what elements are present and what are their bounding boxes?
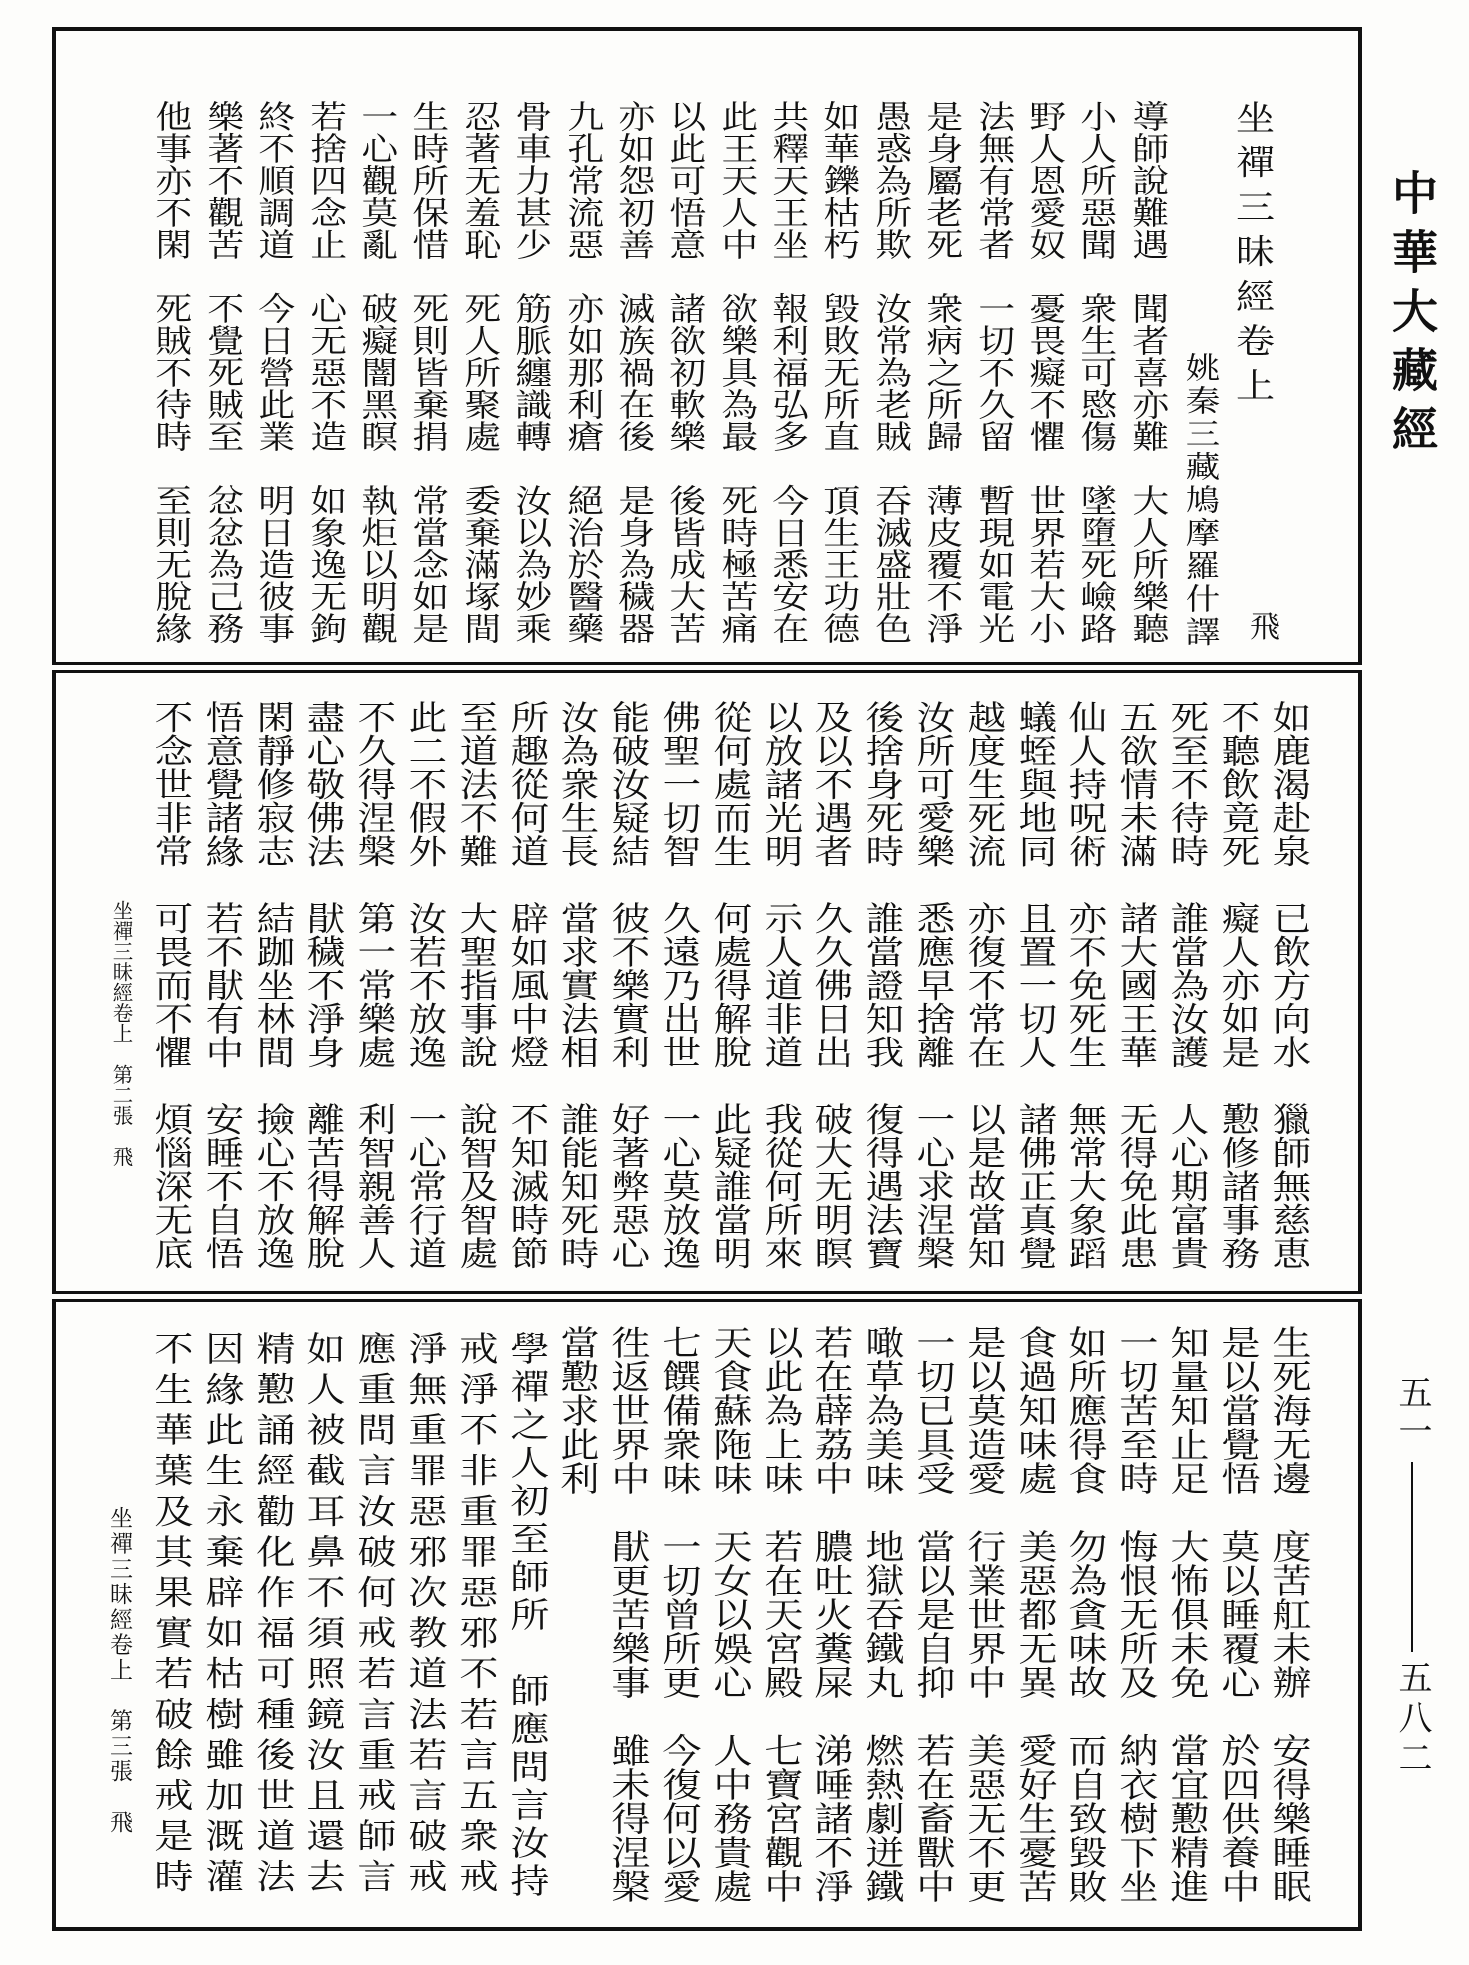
panel-footer: 坐禪三昧經卷上 第二張 飛 xyxy=(109,900,133,1167)
verse-column: 一心觀莫亂 破癡闇黑瞑 執炬以明觀 xyxy=(355,100,400,644)
verse-column: 及以不遇者 久久佛日出 破大无明瞑 xyxy=(808,700,854,1270)
verse-column: 如所應得食 勿為貪味故 而自致毀敗 xyxy=(1061,1325,1108,1903)
collection-title: 中華大藏經 xyxy=(1385,169,1439,464)
verse-column: 如鹿渴赴泉 已飲方向水 獵師無慈恵 xyxy=(1265,700,1311,1270)
verse-column: 法無有常者 一切不久留 暫現如電光 xyxy=(972,100,1017,644)
verse-column: 若在薜荔中 膿吐火糞屎 涕唾諸不淨 xyxy=(807,1325,854,1903)
verse-column: 野人恩愛奴 憂畏癡不懼 世界若大小 xyxy=(1023,100,1068,644)
panel-bottom xyxy=(144,1325,1312,1903)
verse-column: 不久得涅槃 第一常樂處 利智親善人 xyxy=(351,700,397,1270)
verse-column: 骨車力甚少 筋脈纏識轉 汝以為妙乘 xyxy=(509,100,554,644)
verse-column: 是以莫造愛 行業世界中 美惡无不更 xyxy=(959,1325,1006,1903)
verse-column: 噉草為美味 地獄吞鐵丸 燃熱劇迸鐵 xyxy=(858,1325,905,1903)
page-number-page: 五八二 xyxy=(1392,1660,1432,1780)
verse-column: 生時所保惜 死則皆棄捐 常當念如是 xyxy=(407,100,451,644)
prose-column: 學禪之人初至師所 師應問言汝持 xyxy=(502,1331,549,1901)
verse-column: 導師說難遇 聞者喜亦難 大人所樂聽 xyxy=(1126,100,1171,644)
verse-column: 所趣從何道 辟如風中燈 不知滅時節 xyxy=(503,700,549,1270)
verse-column: 能破汝疑結 彼不樂實利 好著弊惡心 xyxy=(605,700,651,1270)
verse-column: 越度生死流 亦復不常在 以是故當知 xyxy=(960,700,1006,1270)
verse-column: 樂著不觀苦 不覺死賊至 忿忿為己務 xyxy=(201,100,246,644)
verse-column: 五欲情未滿 諸大國王華 无得免此患 xyxy=(1113,700,1159,1270)
verse-column: 生死海无邊 度苦舡未辦 安得樂睡眠 xyxy=(1264,1325,1311,1903)
prose-column: 因緣此生永棄辟如枯樹雖加溉灌 xyxy=(197,1331,244,1900)
verse-column: 若捨四念止 心无惡不造 如象逸无鉤 xyxy=(304,100,348,644)
verse-column: 亦如怨初善 滅族禍在後 是身為穢器 xyxy=(612,100,657,644)
verse-column: 是以當覺悟 莫以睡覆心 於四供養中 xyxy=(1213,1325,1260,1903)
verse-column: 是身屬老死 衆病之所歸 薄皮覆不淨 xyxy=(920,100,965,644)
verse-column: 至道法不難 大聖指事說 說智及智處 xyxy=(452,700,498,1270)
verse-column: 盡心敬佛法 猒穢不淨身 離苦得解脫 xyxy=(300,700,346,1270)
verse-column: 不聽飲竟死 癡人亦如是 懃修諸事務 xyxy=(1214,700,1260,1270)
verse-column: 悟意覺諸緣 若不猒有中 安睡不自悟 xyxy=(198,700,244,1270)
verse-column: 死至不待時 誰當為汝護 人心期富貴 xyxy=(1164,700,1209,1270)
verse-column: 徃返世界中 猒更苦樂事 雖未得涅槃 xyxy=(604,1325,651,1903)
verse-column: 此二不假外 汝若不放逸 一心常行道 xyxy=(402,700,447,1270)
verse-column: 汝為衆生長 當求實法相 誰能知死時 xyxy=(554,700,600,1270)
verse-column: 不念世非常 可畏而不懼 煩惱深无底 xyxy=(148,700,193,1270)
verse-column: 以此可悟意 諸欲初軟樂 後皆成大苦 xyxy=(663,100,708,644)
verse-column: 天食蘇陁味 天女以娛心 人中務貴處 xyxy=(705,1325,752,1903)
verse-column: 此王天人中 欲樂具為最 死時極苦痛 xyxy=(715,100,760,644)
verse-column: 如華鑠枯朽 毀敗无所直 頂生王功德 xyxy=(818,100,862,644)
prose-column: 精懃誦經勸化作福可種後世道法 xyxy=(248,1331,295,1900)
page-number-volume: 五一 xyxy=(1392,1375,1432,1451)
verse-column: 知量知止足 大怖俱未免 當宜懃精進 xyxy=(1162,1325,1209,1903)
verse-column: 蟻蛭與地同 且置一切人 諸佛正真覺 xyxy=(1011,700,1057,1270)
verse-column: 仙人持呪術 亦不免死生 無常大象蹈 xyxy=(1062,700,1108,1270)
verse-column: 忍著无羞恥 死人所聚處 委棄滿塚間 xyxy=(458,100,503,644)
verse-column: 後捨身死時 誰當證知我 復得遇法寶 xyxy=(859,700,905,1270)
page-number-separator xyxy=(1411,1462,1413,1652)
verse-column: 以此為上味 若在天宮殿 七寶宮觀中 xyxy=(756,1325,803,1903)
verse-column: 從何處而生 何處得解脫 此疑誰當明 xyxy=(706,700,752,1270)
verse-column: 七饌備衆味 一切曾所更 今復何以愛 xyxy=(654,1325,701,1903)
panel-footer: 坐禪三昧經卷上 第三張 飛 xyxy=(106,1506,132,1835)
verse-column: 汝所可愛樂 悉應早捨離 一心求涅槃 xyxy=(910,700,955,1270)
panel-middle xyxy=(144,700,1312,1270)
panel-divider xyxy=(52,1291,1362,1302)
verse-column: 以放諸光明 示人道非道 我從何所來 xyxy=(757,700,803,1270)
prose-column: 不生華葉及其果實若破餘戒是時 xyxy=(146,1331,193,1900)
verse-column: 食過知味處 美惡都无異 愛好生憂苦 xyxy=(1010,1325,1057,1903)
verse-column: 當懃求此利 xyxy=(553,1325,600,1495)
verse-column: 共釋天王坐 報利福弘多 今日悉安在 xyxy=(766,100,811,644)
verse-column: 他事亦不閑 死賊不待時 至則无脫緣 xyxy=(150,100,194,644)
sutra-title: 坐禪三昧經卷上 xyxy=(1228,100,1275,413)
verse-column: 一切已具受 當以是自抑 若在畜獸中 xyxy=(908,1325,955,1903)
verse-column: 佛聖一切智 久遠乃出世 一心莫放逸 xyxy=(656,700,701,1270)
translator-credit: 姚秦三藏鳩摩羅什譯 xyxy=(1179,352,1220,649)
prose-column: 如人被截耳鼻不須照鏡汝且還去 xyxy=(299,1331,346,1900)
prose-column: 戒淨不非重罪惡邪不若言五衆戒 xyxy=(451,1331,498,1900)
verse-column: 閑靜修寂志 結跏坐林間 撿心不放逸 xyxy=(249,700,295,1270)
verse-column: 愚惑為所欺 汝常為老賊 吞滅盛壯色 xyxy=(869,100,914,644)
verse-column: 小人所惡聞 衆生可愍傷 墜墮死嶮路 xyxy=(1075,100,1119,644)
panel-divider xyxy=(52,662,1362,673)
verse-column: 九孔常流惡 亦如那利瘡 絕治於醫藥 xyxy=(561,100,605,644)
printer-mark: 飛 xyxy=(1250,610,1280,645)
panel-top xyxy=(145,100,1276,649)
prose-column: 淨無重罪惡邪次教道法若言破戒 xyxy=(400,1331,447,1900)
verse-column: 終不順調道 今日營此業 明日造彼事 xyxy=(252,100,297,644)
prose-column: 應重問言汝破何戒若言重戒師言 xyxy=(350,1331,397,1900)
verse-column: 一切苦至時 悔恨无所及 納衣樹下坐 xyxy=(1112,1325,1159,1903)
